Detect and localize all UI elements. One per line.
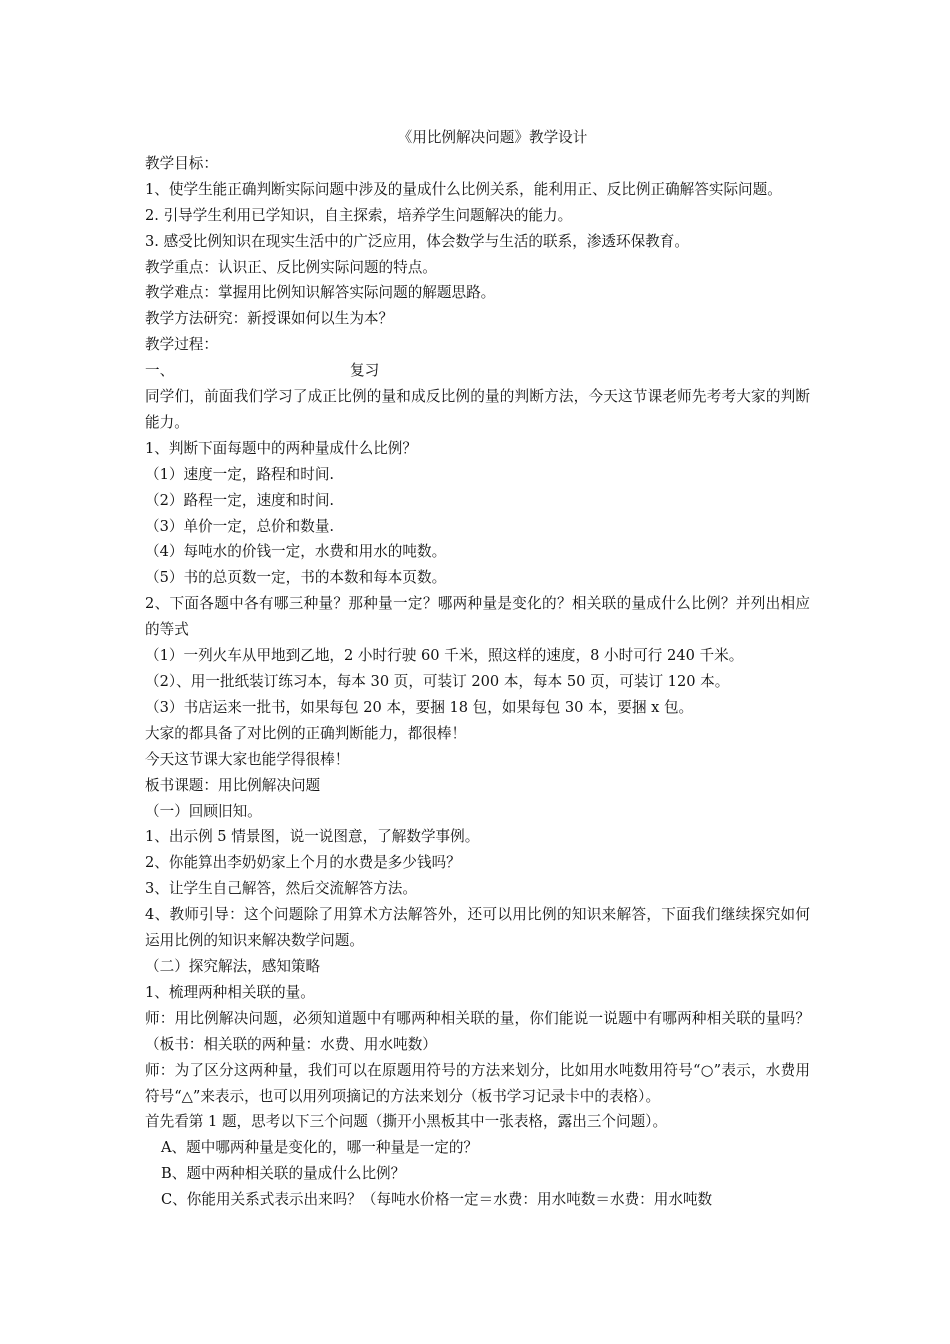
teacher-remark-1: 师：用比例解决问题，必须知道题中有哪两种相关联的量，你们能说一说题中有哪两种相关联的量吗？（板书：相关联的两种量：水费、用水吨数） [145, 1009, 810, 1053]
question-2-item: （1）一列火车从甲地到乙地，2 小时行驶 60 千米，照这样的速度，8 小时可行 240 千米。 [145, 647, 744, 665]
question-1-item: （4）每吨水的价钱一定，水费和用水的吨数。 [145, 543, 447, 561]
objective-item-3: 3. 感受比例知识在现实生活中的广泛应用，体会数学与生活的联系，渗透环保教育。 [145, 232, 689, 250]
question-1-item: （2）路程一定，速度和时间. [145, 491, 335, 509]
difficulty: 教学难点：掌握用比例知识解答实际问题的解题思路。 [145, 284, 496, 302]
section-review-heading [145, 358, 810, 384]
first-look-instruction: 首先看第 1 题，思考以下三个问题（撕开小黑板其中一张表格，露出三个问题）。 [145, 1113, 668, 1131]
objectives-heading: 教学目标： [145, 154, 218, 172]
objective-item-1: 1、使学生能正确判断实际问题中涉及的量成什么比例关系，能利用正、反比例正确解答实际问题。 [145, 180, 782, 198]
question-1-item: （3）单价一定，总价和数量. [145, 517, 335, 535]
teacher-remark-2: 师：为了区分这两种量，我们可以在原题用符号的方法来划分，比如用水吨数用符号“○”表示，水费用符号“△”来表示，也可以用列项摘记的方法来划分（板书学习记录卡中的表格）。 [145, 1061, 810, 1105]
part-1-item: 1、出示例 5 情景图，说一说图意，了解数学事例。 [145, 828, 480, 846]
document-page [145, 125, 810, 1213]
board-topic: 板书课题：用比例解决问题 [145, 776, 321, 794]
thinking-question-b: B、题中两种相关联的量成什么比例？ [161, 1165, 406, 1183]
part-1-heading: （一）回顾旧知。 [145, 802, 262, 820]
process-heading: 教学过程： [145, 336, 218, 354]
question-2-item: （2）、用一批纸装订练习本，每本 30 页，可装订 200 本，每本 50 页，可装订 120 本。 [145, 673, 730, 691]
section-label: 复习 [350, 362, 380, 380]
question-1-item: （5）书的总页数一定，书的本数和每本页数。 [145, 569, 447, 587]
encourage-text: 今天这节课大家也能学得很棒！ [145, 750, 350, 768]
question-1-item: （1）速度一定，路程和时间. [145, 465, 335, 483]
section-number: 一、 [145, 362, 175, 380]
thinking-question-c: C、你能用关系式表示出来吗？（每吨水价格一定＝水费：用水吨数＝水费：用水吨数 [161, 1191, 713, 1209]
teaching-method: 教学方法研究：新授课如何以生为本？ [145, 310, 394, 328]
question-2-item: （3）书店运来一批书，如果每包 20 本，要捆 18 包，如果每包 30 本，要捆 x 包。 [145, 698, 694, 716]
part-1-item: 4、教师引导：这个问题除了用算术方法解答外，还可以用比例的知识来解答，下面我们继续探究如何运用比例的知识来解决数学问题。 [145, 906, 810, 950]
question-2-heading: 2、下面各题中各有哪三种量？那种量一定？哪两种量是变化的？相关联的量成什么比例？并列出相应的等式 [145, 595, 810, 639]
praise-text: 大家的都具备了对比例的正确判断能力，都很棒！ [145, 724, 467, 742]
part-2-heading: （二）探究解法，感知策略 [145, 957, 321, 975]
question-1-heading: 1、判断下面每题中的两种量成什么比例？ [145, 439, 417, 457]
thinking-question-a: A、题中哪两种量是变化的，哪一种量是一定的？ [161, 1139, 479, 1157]
part-1-item: 3、让学生自己解答，然后交流解答方法。 [145, 880, 417, 898]
document-title: 《用比例解决问题》教学设计 [397, 129, 588, 146]
objective-item-2: 2. 引导学生利用已学知识，自主探索，培养学生问题解决的能力。 [145, 206, 573, 224]
review-intro: 同学们，前面我们学习了成正比例的量和成反比例的量的判断方法，今天这节课老师先考考大家的判断能力。 [145, 388, 810, 431]
key-point: 教学重点：认识正、反比例实际问题的特点。 [145, 258, 437, 276]
part-1-item: 2、你能算出李奶奶家上个月的水费是多少钱吗？ [145, 854, 461, 872]
part-2-step-1: 1、梳理两种相关联的量。 [145, 983, 315, 1001]
